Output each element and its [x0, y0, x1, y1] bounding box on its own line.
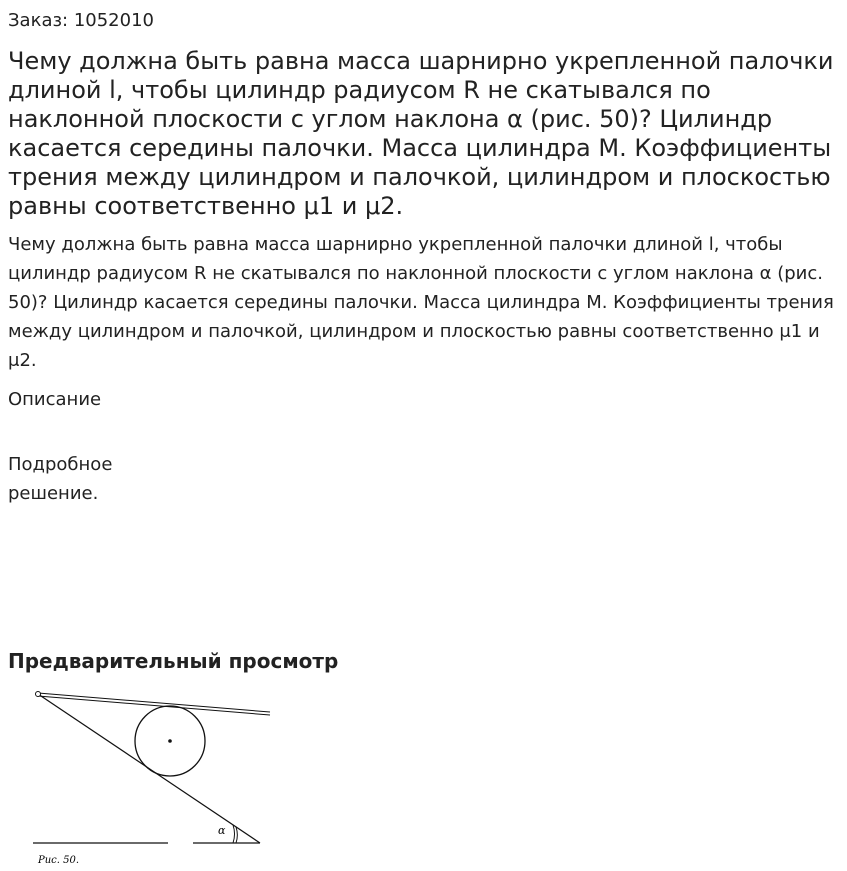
solution-note: Подробное решение.	[8, 454, 113, 504]
hinged-stick-edge	[38, 696, 270, 715]
description-label: Описание	[8, 389, 102, 410]
order-number: Заказ: 1052010	[8, 10, 154, 31]
figure-50	[28, 688, 278, 868]
problem-text: Чему должна быть равна масса шарнирно укрепленной палочки длиной l, чтобы цилиндр радиусом R не скатывался по наклонной плоскости с углом наклона α (рис. 50)? Цилиндр касается середины палочки. Масса цилиндра М. Коэффициенты трения между цилиндром и палочкой, цилиндром и плоскостью равны соответственно μ1 и μ2.	[8, 234, 834, 371]
hinge	[36, 692, 41, 697]
figure-caption: Рис. 50.	[38, 855, 80, 866]
angle-arc	[233, 825, 234, 843]
cylinder-center	[168, 739, 172, 743]
angle-arc-inner	[236, 827, 237, 843]
angle-label: α	[218, 824, 226, 837]
problem-title: Чему должна быть равна масса шарнирно укрепленной палочки длиной l, чтобы цилиндр радиусом R не скатывался по наклонной плоскости с углом наклона α (рис. 50)? Цилиндр касается середины палочки. Масса цилиндра М. Коэффициенты трения между цилиндром и палочкой, цилиндром и плоскостью равны соответственно μ1 и μ2.	[8, 47, 834, 220]
preview-heading: Предварительный просмотр	[8, 649, 339, 673]
